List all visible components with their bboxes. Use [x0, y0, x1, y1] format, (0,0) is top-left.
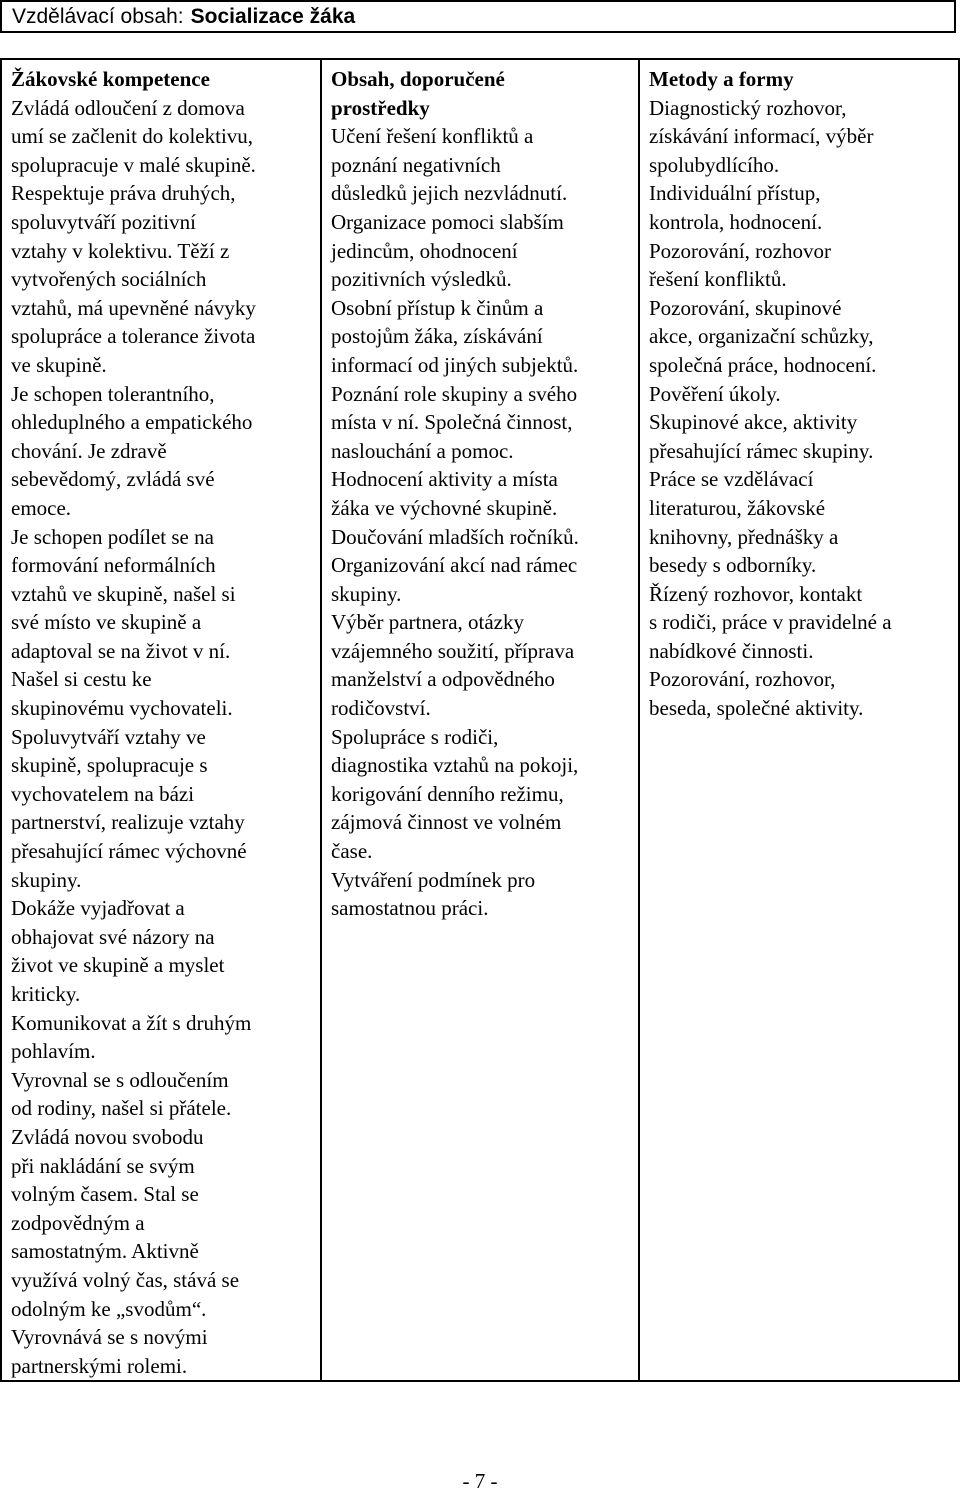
text-line: vztahy v kolektivu. Těží z: [11, 238, 230, 263]
text-line: Zvládá odloučení z domova: [11, 95, 245, 120]
text-line: Pozorování, rozhovor,: [649, 667, 836, 692]
text-line: Je schopen podílet se na: [11, 524, 214, 549]
text-line: besedy s odborníky.: [649, 553, 817, 578]
text-line: Pozorování, rozhovor: [649, 238, 831, 263]
text-line: Doučování mladších ročníků.: [331, 524, 579, 549]
text-line: život ve skupině a myslet: [11, 953, 225, 978]
column-methods: [639, 59, 959, 1381]
text-line: získávání informací, výběr: [649, 124, 874, 149]
text-line: kriticky.: [11, 982, 81, 1006]
text-line: Vyrovnává se s novými: [11, 1325, 208, 1350]
text-line: ve skupině.: [11, 352, 107, 377]
text-line: literaturou, žákovské: [649, 495, 826, 520]
text-line: odolným ke „svodům“.: [11, 1296, 207, 1321]
section-header-label: Vzdělávací obsah:: [12, 5, 184, 28]
text-line: přesahující rámec výchovné: [11, 839, 247, 864]
text-line: Zvládá novou svobodu: [11, 1124, 204, 1149]
text-line: Komunikovat a žít s druhým: [11, 1010, 252, 1035]
text-line: Osobní přístup k činům a: [331, 295, 544, 320]
column-heading-line: Obsah, doporučené: [331, 67, 505, 91]
text-line: skupinovému vychovateli.: [11, 696, 233, 721]
column-content: [321, 59, 639, 1381]
text-line: spolubydlícího.: [649, 152, 780, 177]
text-line: volným časem. Stal se: [11, 1182, 199, 1207]
text-line: Je schopen tolerantního,: [11, 381, 215, 406]
text-line: ohleduplného a empatického: [11, 410, 253, 435]
text-line: Organizace pomoci slabším: [331, 209, 564, 234]
text-line: kontrola, hodnocení.: [649, 209, 823, 234]
column-lines: [11, 94, 312, 1381]
text-line: důsledků jejich nezvládnutí.: [331, 181, 568, 206]
column-competences: [1, 59, 321, 1381]
text-line: manželství a odpovědného: [331, 667, 555, 692]
text-line: skupiny.: [11, 867, 82, 892]
text-line: Organizování akcí nad rámec: [331, 553, 578, 578]
text-line: nabídkové činnosti.: [649, 638, 814, 663]
text-line: Pozorování, skupinové: [649, 295, 842, 320]
column-lines: [649, 94, 950, 723]
section-header: [0, 0, 956, 33]
text-line: Práce se vzdělávací: [649, 467, 814, 492]
text-line: společná práce, hodnocení.: [649, 352, 877, 377]
text-line: skupině, spolupracuje s: [11, 753, 208, 778]
text-line: přesahující rámec skupiny.: [649, 438, 874, 463]
text-line: řešení konfliktů.: [649, 267, 787, 292]
table-row: [1, 59, 959, 1381]
text-line: partnerství, realizuje vztahy: [11, 810, 245, 835]
text-line: chování. Je zdravě: [11, 438, 167, 463]
text-line: partnerskými rolemi.: [11, 1353, 188, 1378]
text-line: Pověření úkoly.: [649, 381, 781, 406]
text-line: formování neformálních: [11, 553, 216, 578]
text-line: při nakládání se svým: [11, 1153, 195, 1178]
text-line: Spoluvytváří vztahy ve: [11, 724, 206, 749]
text-line: akce, organizační schůzky,: [649, 324, 874, 349]
text-line: Vytváření podmínek pro: [331, 867, 536, 892]
text-line: korigování denního režimu,: [331, 781, 564, 806]
column-lines: [331, 122, 630, 923]
text-line: s rodiči, práce v pravidelné a: [649, 610, 892, 635]
text-line: pohlavím.: [11, 1039, 96, 1064]
page-number: - 7 -: [462, 1469, 498, 1493]
text-line: čase.: [331, 839, 373, 864]
text-line: Učení řešení konfliktů a: [331, 124, 534, 149]
text-line: místa v ní. Společná činnost,: [331, 410, 573, 435]
text-line: diagnostika vztahů na pokoji,: [331, 753, 579, 778]
text-line: Výběr partnera, otázky: [331, 610, 524, 635]
text-line: zájmová činnost ve volném: [331, 810, 562, 835]
text-line: své místo ve skupině a: [11, 610, 202, 635]
text-line: Poznání role skupiny a svého: [331, 381, 578, 406]
text-line: Skupinové akce, aktivity: [649, 410, 858, 435]
text-line: obhajovat své názory na: [11, 924, 215, 949]
text-line: pozitivních výsledků.: [331, 267, 512, 292]
text-line: samostatnou práci.: [331, 896, 489, 921]
text-line: spolupráce a tolerance života: [11, 324, 256, 349]
text-line: Respektuje práva druhých,: [11, 181, 236, 206]
text-line: umí se začlenit do kolektivu,: [11, 124, 254, 149]
text-line: Spolupráce s rodiči,: [331, 724, 499, 749]
text-line: žáka ve výchovné skupině.: [331, 495, 558, 520]
text-line: od rodiny, našel si přátele.: [11, 1096, 232, 1121]
text-line: Dokáže vyjadřovat a: [11, 896, 185, 921]
text-line: skupiny.: [331, 581, 402, 606]
text-line: zodpovědným a: [11, 1210, 145, 1235]
text-line: jedincům, ohodnocení: [331, 238, 518, 263]
column-heading: Metody a formy: [649, 67, 794, 91]
text-line: Vyrovnal se s odloučením: [11, 1067, 229, 1092]
text-line: Diagnostický rozhovor,: [649, 95, 847, 120]
text-line: postojům žáka, získávání: [331, 324, 543, 349]
text-line: vztahů ve skupině, našel si: [11, 581, 236, 606]
text-line: rodičovství.: [331, 696, 431, 721]
text-line: adaptoval se na život v ní.: [11, 638, 231, 663]
text-line: Našel si cestu ke: [11, 667, 152, 692]
text-line: naslouchání a pomoc.: [331, 438, 514, 463]
text-line: vztahů, má upevněné návyky: [11, 295, 256, 320]
text-line: vychovatelem na bázi: [11, 781, 195, 806]
text-line: sebevědomý, zvládá své: [11, 467, 215, 492]
text-line: využívá volný čas, stává se: [11, 1267, 240, 1292]
text-line: beseda, společné aktivity.: [649, 696, 864, 721]
text-line: vytvořených sociálních: [11, 267, 207, 292]
text-line: Hodnocení aktivity a místa: [331, 467, 558, 492]
text-line: knihovny, přednášky a: [649, 524, 839, 549]
text-line: Řízený rozhovor, kontakt: [649, 581, 863, 606]
section-header-title: Socializace žáka: [190, 5, 356, 28]
column-heading: Žákovské kompetence: [11, 67, 210, 91]
text-line: Individuální přístup,: [649, 181, 821, 206]
text-line: samostatným. Aktivně: [11, 1239, 199, 1264]
text-line: spolupracuje v malé skupině.: [11, 152, 256, 177]
text-line: emoce.: [11, 495, 72, 520]
column-heading-line: prostředky: [331, 95, 430, 120]
text-line: informací od jiných subjektů.: [331, 352, 579, 377]
content-table: [0, 58, 960, 1382]
text-line: poznání negativních: [331, 152, 501, 177]
text-line: spoluvytváří pozitivní: [11, 209, 196, 234]
text-line: vzájemného soužití, příprava: [331, 638, 575, 663]
